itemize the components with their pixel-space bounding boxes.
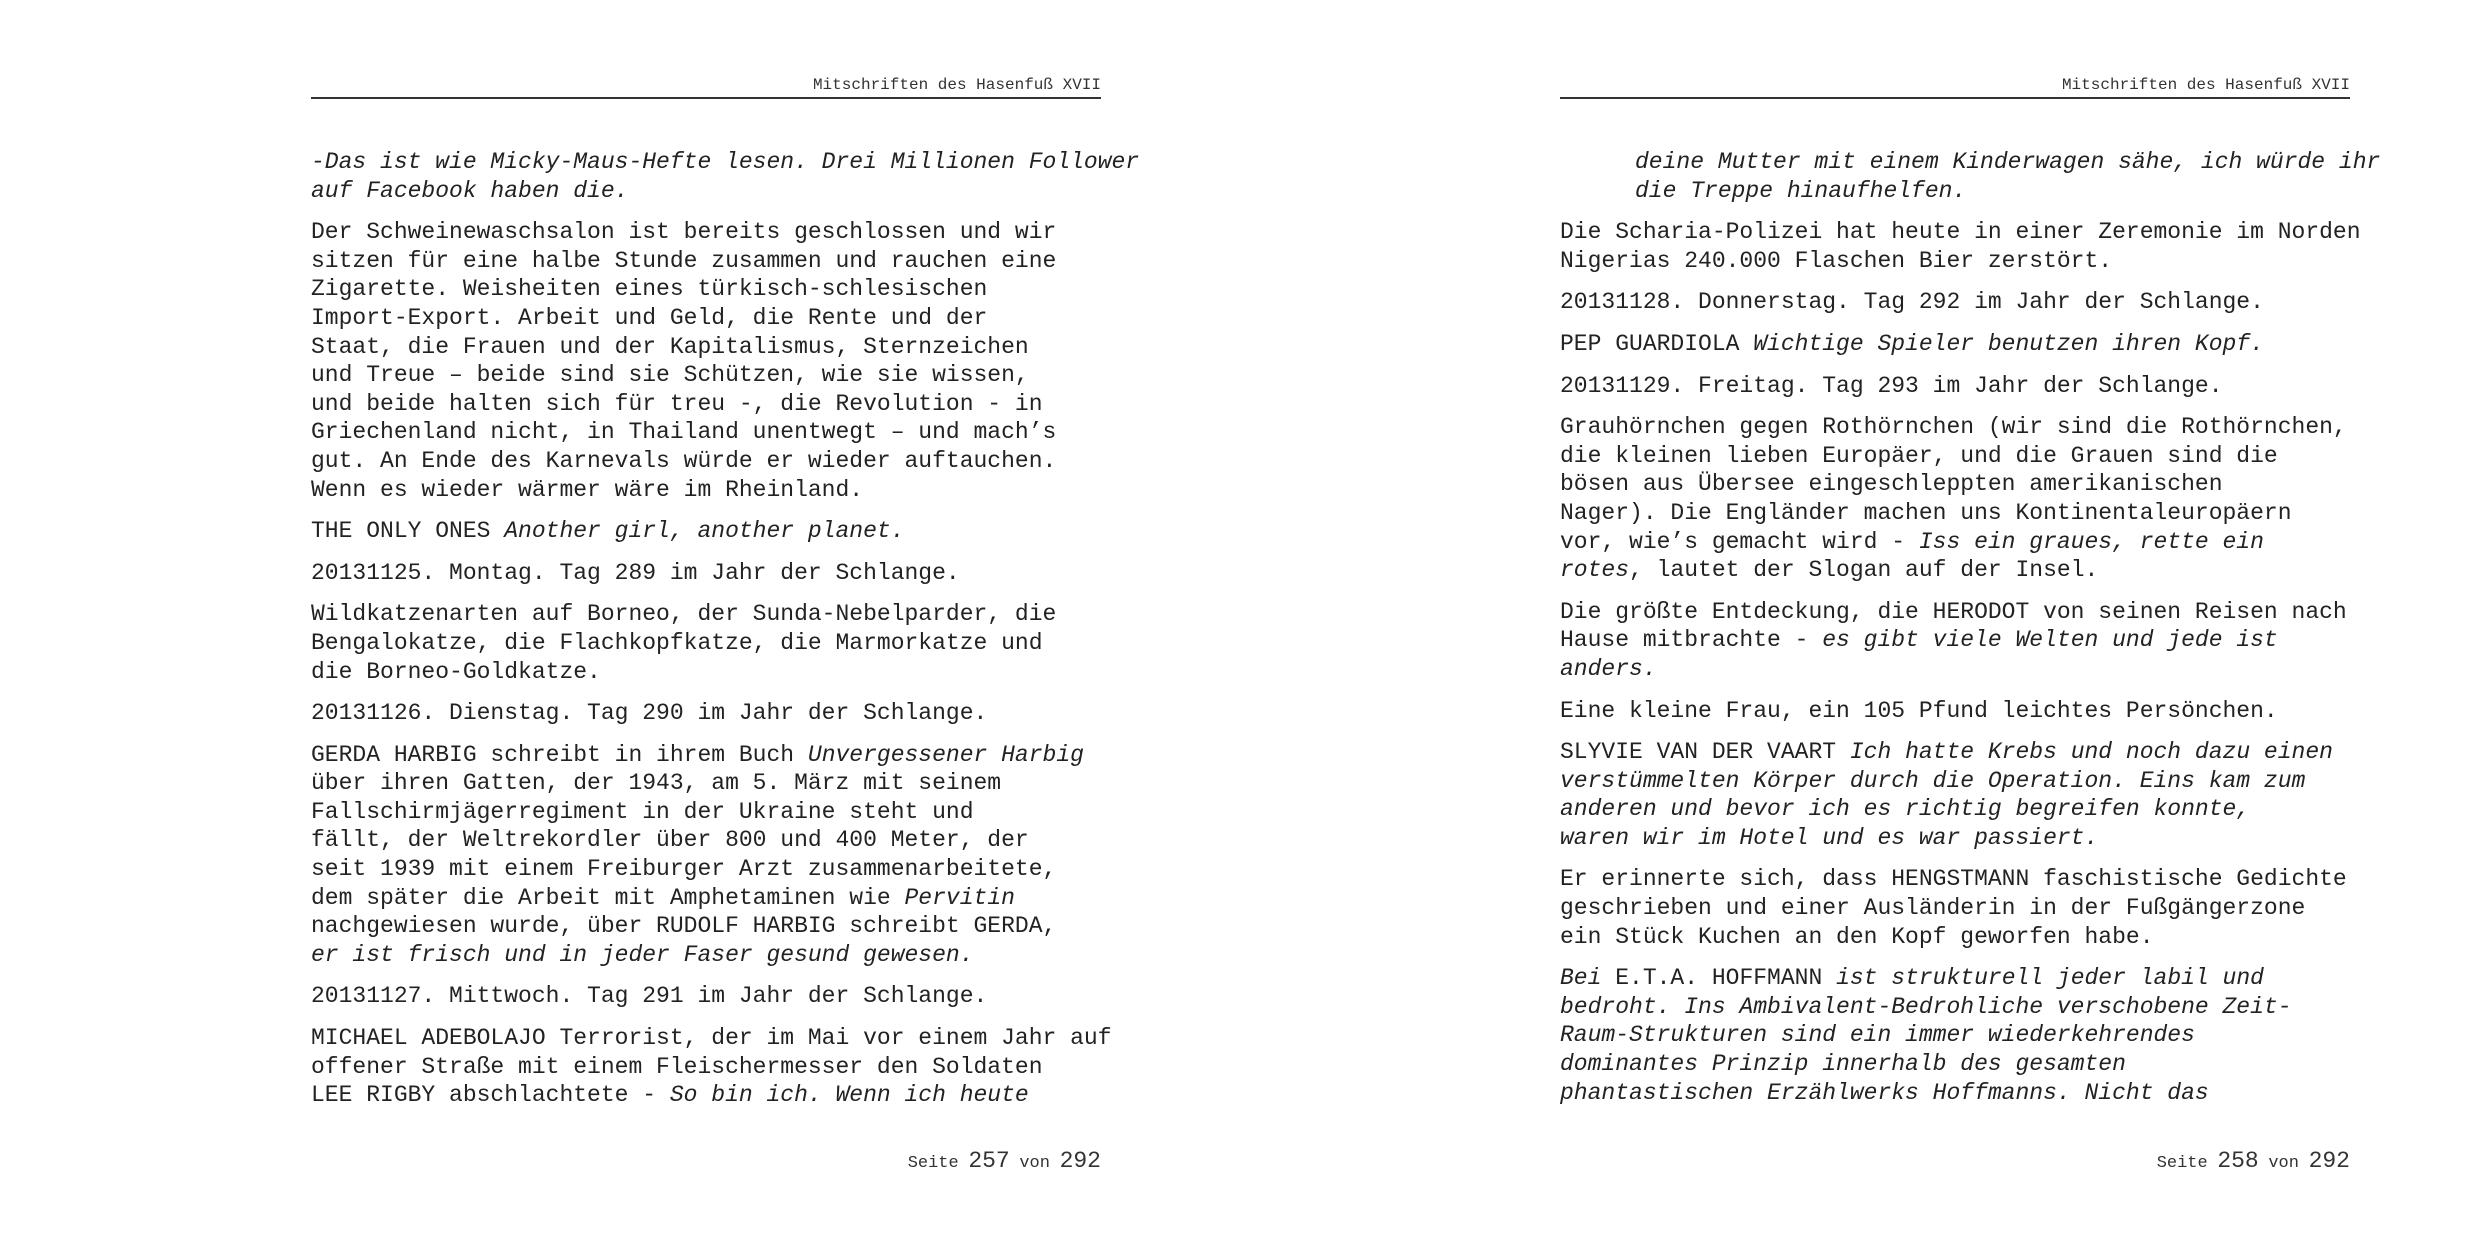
italic-text: waren wir im Hotel und es war passiert. <box>1560 824 2099 851</box>
text-line <box>1560 218 2361 247</box>
text-segment: Der Schweinewaschsalon ist bereits geschlossen und wir <box>311 219 1057 246</box>
text-line <box>1560 1021 2350 1050</box>
text-line <box>311 361 1101 390</box>
text-segment: geschrieben und einer Ausländerin in der Fußgängerzone <box>1560 895 2306 922</box>
footer-total-pages: 292 <box>1059 1148 1101 1174</box>
paragraph <box>1560 598 2350 684</box>
italic-text: So bin ich. Wenn ich heute <box>669 1082 1029 1109</box>
text-segment: E.T.A. HOFFMANN <box>1615 965 1837 992</box>
text-line <box>1560 964 2350 993</box>
text-segment: seit 1939 mit einem Freiburger Arzt zusammenarbeitete, <box>311 856 1057 883</box>
text-line <box>311 447 1101 476</box>
paragraph <box>1560 413 2350 585</box>
italic-text: Another girl, another planet. <box>504 518 905 545</box>
text-line <box>1560 598 2350 627</box>
running-header: Mitschriften des Hasenfuß XVII <box>2061 76 2350 94</box>
page-footer <box>311 1145 1101 1180</box>
text-line <box>311 1024 1112 1053</box>
text-segment: bösen aus Übersee eingeschleppten amerikanischen <box>1560 471 2223 498</box>
footer-total-pages: 292 <box>2308 1148 2350 1174</box>
text-line <box>1560 697 2350 726</box>
text-line <box>311 517 1101 546</box>
text-segment: Nigerias 240.000 Flaschen Bier zerstört. <box>1560 247 2113 274</box>
text-segment: Bengalokatze, die Flachkopfkatze, die Marmorkatze und <box>311 629 1043 656</box>
text-line <box>1560 442 2350 471</box>
text-line <box>311 333 1101 362</box>
paragraph <box>311 600 1101 686</box>
text-line <box>311 218 1101 247</box>
text-segment: Fallschirmjägerregiment in der Ukraine steht und <box>311 798 974 825</box>
text-line <box>1560 247 2350 276</box>
text-line <box>311 148 1140 177</box>
text-line <box>1560 767 2350 796</box>
text-segment: Zigarette. Weisheiten eines türkisch-schlesischen <box>311 276 988 303</box>
text-segment: Wildkatzenarten auf Borneo, der Sunda-Nebelparder, die <box>311 601 1057 628</box>
italic-text: verstümmelten Körper durch die Operation. Eins kam zum <box>1560 767 2306 794</box>
header-rule <box>1560 97 2350 99</box>
page-footer <box>1560 1145 2350 1180</box>
text-segment: Nager). Die Engländer machen uns Kontinentaleuropäern <box>1560 499 2292 526</box>
italic-text: deine Mutter mit einem Kinderwagen sähe, ich würde ihr <box>1635 149 2381 175</box>
text-segment: Die Scharia-Polizei hat heute in einer Zeremonie im Norden <box>1560 219 2361 246</box>
text-segment: LEE RIGBY abschlachtete - <box>311 1082 670 1109</box>
text-segment: dem später die Arbeit mit Amphetaminen wie <box>311 884 905 911</box>
paragraph <box>1560 148 2381 205</box>
italic-text: es gibt viele Welten und jede ist <box>1822 627 2278 654</box>
text-segment: GERDA HARBIG schreibt in ihrem Buch <box>311 741 808 768</box>
footer-von-label: von <box>1019 1154 1050 1173</box>
footer-seite-label: Seite <box>907 1154 959 1173</box>
text-line <box>1560 470 2350 499</box>
text-line <box>311 912 1101 941</box>
text-segment: und Treue – beide sind sie Schützen, wie sie wissen, <box>311 362 1029 389</box>
italic-text: Bei <box>1560 965 1616 992</box>
text-segment: Grauhörnchen gegen Rothörnchen (wir sind die Rothörnchen, <box>1560 414 2347 441</box>
text-line <box>311 699 1101 728</box>
text-segment: über ihren Gatten, der 1943, am 5. März mit seinem <box>311 770 1002 797</box>
text-segment: die kleinen lieben Europäer, und die Grauen sind die <box>1560 442 2278 469</box>
italic-text: phantastischen Erzählwerks Hoffmanns. Nicht das <box>1560 1079 2209 1106</box>
text-line <box>311 629 1101 658</box>
italic-text: anderen und bevor ich es richtig begreifen konnte, <box>1560 796 2251 823</box>
text-line <box>311 559 1101 588</box>
text-line <box>311 1053 1101 1082</box>
text-segment: Import-Export. Arbeit und Geld, die Rente und der <box>311 304 988 331</box>
text-segment: 20131125. Montag. Tag 289 im Jahr der Schlange. <box>311 559 960 586</box>
paragraph <box>1560 738 2350 852</box>
italic-text: ist strukturell jeder labil und <box>1836 965 2264 992</box>
text-line <box>1560 626 2350 655</box>
text-line <box>311 769 1101 798</box>
text-line <box>311 884 1101 913</box>
text-line <box>1560 923 2350 952</box>
text-line <box>1560 499 2350 528</box>
italic-text: Pervitin <box>904 884 1015 911</box>
text-line <box>1560 413 2350 442</box>
footer-seite-label: Seite <box>2156 1154 2208 1173</box>
text-line <box>311 1081 1101 1110</box>
text-line <box>311 304 1101 333</box>
paragraph <box>311 559 1101 588</box>
text-segment: Er erinnerte sich, dass HENGSTMANN faschistische Gedichte <box>1560 866 2347 893</box>
text-line <box>1560 330 2350 359</box>
text-line <box>1635 148 2381 177</box>
paragraph <box>1560 218 2361 275</box>
text-segment: gut. An Ende des Karnevals würde er wieder auftauchen. <box>311 447 1057 474</box>
header-rule <box>311 97 1101 99</box>
italic-text: auf Facebook haben die. <box>311 177 629 204</box>
text-line <box>1560 556 2350 585</box>
text-segment: 20131129. Freitag. Tag 293 im Jahr der Schlange. <box>1560 372 2223 399</box>
text-segment: , lautet der Slogan auf der Insel. <box>1629 557 2099 584</box>
text-line <box>311 798 1101 827</box>
paragraph <box>311 148 1140 205</box>
page-body <box>1560 148 2381 1120</box>
paragraph <box>1560 964 2350 1107</box>
text-line <box>311 826 1101 855</box>
text-line <box>311 247 1101 276</box>
paragraph <box>311 218 1101 504</box>
italic-text: die Treppe hinaufhelfen. <box>1635 177 1967 204</box>
text-segment: Wenn es wieder wärmer wäre im Rheinland. <box>311 476 864 503</box>
text-line <box>311 658 1101 687</box>
paragraph <box>311 741 1101 970</box>
italic-text: Raum-Strukturen sind ein immer wiederkehrendes <box>1560 1022 2195 1049</box>
text-segment: Staat, die Frauen und der Kapitalismus, Sternzeichen <box>311 333 1029 360</box>
italic-text: anders. <box>1560 655 1657 682</box>
italic-text: Wichtige Spieler benutzen ihren Kopf. <box>1753 330 2264 357</box>
italic-text: dominantes Prinzip innerhalb des gesamten <box>1560 1051 2126 1078</box>
text-line <box>311 855 1101 884</box>
paragraph <box>1560 865 2350 951</box>
text-line <box>1635 177 2350 206</box>
text-line <box>1560 1079 2350 1108</box>
left-page <box>311 0 1140 1240</box>
paragraph <box>1560 697 2350 726</box>
text-segment: fällt, der Weltrekordler über 800 und 400 Meter, der <box>311 827 1029 854</box>
text-line <box>311 941 1101 970</box>
italic-text: bedroht. Ins Ambivalent-Bedrohliche verschobene Zeit- <box>1560 993 2292 1020</box>
paragraph <box>311 517 1101 546</box>
text-line <box>311 600 1101 629</box>
text-line <box>311 476 1101 505</box>
text-line <box>1560 288 2350 317</box>
paragraph <box>1560 288 2350 317</box>
page-body <box>311 148 1140 1123</box>
text-line <box>311 741 1101 770</box>
text-line <box>1560 795 2350 824</box>
text-segment: SLYVIE VAN DER VAART <box>1560 739 1850 766</box>
text-line <box>311 177 1101 206</box>
paragraph <box>1560 330 2350 359</box>
text-segment: vor, wie’s gemacht wird - <box>1560 528 1919 555</box>
text-line <box>1560 894 2350 923</box>
italic-text: Ich hatte Krebs und noch dazu einen <box>1849 739 2333 766</box>
text-segment: und beide halten sich für treu -, die Revolution - in <box>311 390 1043 417</box>
text-segment: THE ONLY ONES <box>311 518 505 545</box>
text-segment: PEP GUARDIOLA <box>1560 330 1754 357</box>
text-segment: die Borneo-Goldkatze. <box>311 658 601 685</box>
text-line <box>1560 655 2350 684</box>
text-line <box>1560 993 2350 1022</box>
text-line <box>1560 865 2350 894</box>
text-segment: Hause mitbrachte - <box>1560 627 1823 654</box>
paragraph <box>311 1024 1112 1110</box>
italic-text: Iss ein graues, rette ein <box>1918 528 2264 555</box>
text-segment: MICHAEL ADEBOLAJO Terrorist, der im Mai vor einem Jahr auf <box>311 1025 1112 1052</box>
italic-text: rotes <box>1560 557 1630 584</box>
text-segment: sitzen für eine halbe Stunde zusammen und rauchen eine <box>311 247 1057 274</box>
italic-text: er ist frisch und in jeder Faser gesund gewesen. <box>311 941 974 968</box>
text-segment: 20131127. Mittwoch. Tag 291 im Jahr der Schlange. <box>311 983 988 1010</box>
text-line <box>311 390 1101 419</box>
text-segment: 20131128. Donnerstag. Tag 292 im Jahr der Schlange. <box>1560 289 2264 316</box>
footer-von-label: von <box>2268 1154 2299 1173</box>
footer-page-number: 257 <box>968 1148 1010 1174</box>
paragraph <box>311 699 1101 728</box>
footer-page-number: 258 <box>2217 1148 2259 1174</box>
text-segment: Die größte Entdeckung, die HERODOT von seinen Reisen nach <box>1560 598 2347 625</box>
right-page <box>1560 0 2381 1240</box>
text-segment: Griechenland nicht, in Thailand unentwegt – und mach’s <box>311 419 1057 446</box>
text-segment: 20131126. Dienstag. Tag 290 im Jahr der Schlange. <box>311 700 988 727</box>
paragraph <box>311 982 1101 1011</box>
text-line <box>311 418 1101 447</box>
text-line <box>311 982 1101 1011</box>
paragraph <box>1560 372 2350 401</box>
italic-text: Unvergessener Harbig <box>807 741 1084 768</box>
text-segment: ein Stück Kuchen an den Kopf geworfen habe. <box>1560 923 2154 950</box>
text-segment: Eine kleine Frau, ein 105 Pfund leichtes Persönchen. <box>1560 697 2278 724</box>
text-segment: nachgewiesen wurde, über RUDOLF HARBIG schreibt GERDA, <box>311 913 1057 940</box>
text-line <box>1560 372 2350 401</box>
text-line <box>1560 738 2350 767</box>
text-segment: offener Straße mit einem Fleischermesser den Soldaten <box>311 1053 1043 1080</box>
text-line <box>311 275 1101 304</box>
running-header: Mitschriften des Hasenfuß XVII <box>812 76 1101 94</box>
text-line <box>1560 528 2350 557</box>
text-line <box>1560 824 2350 853</box>
text-line <box>1560 1050 2350 1079</box>
italic-text: -Das ist wie Micky-Maus-Hefte lesen. Drei Millionen Follower <box>311 149 1140 175</box>
